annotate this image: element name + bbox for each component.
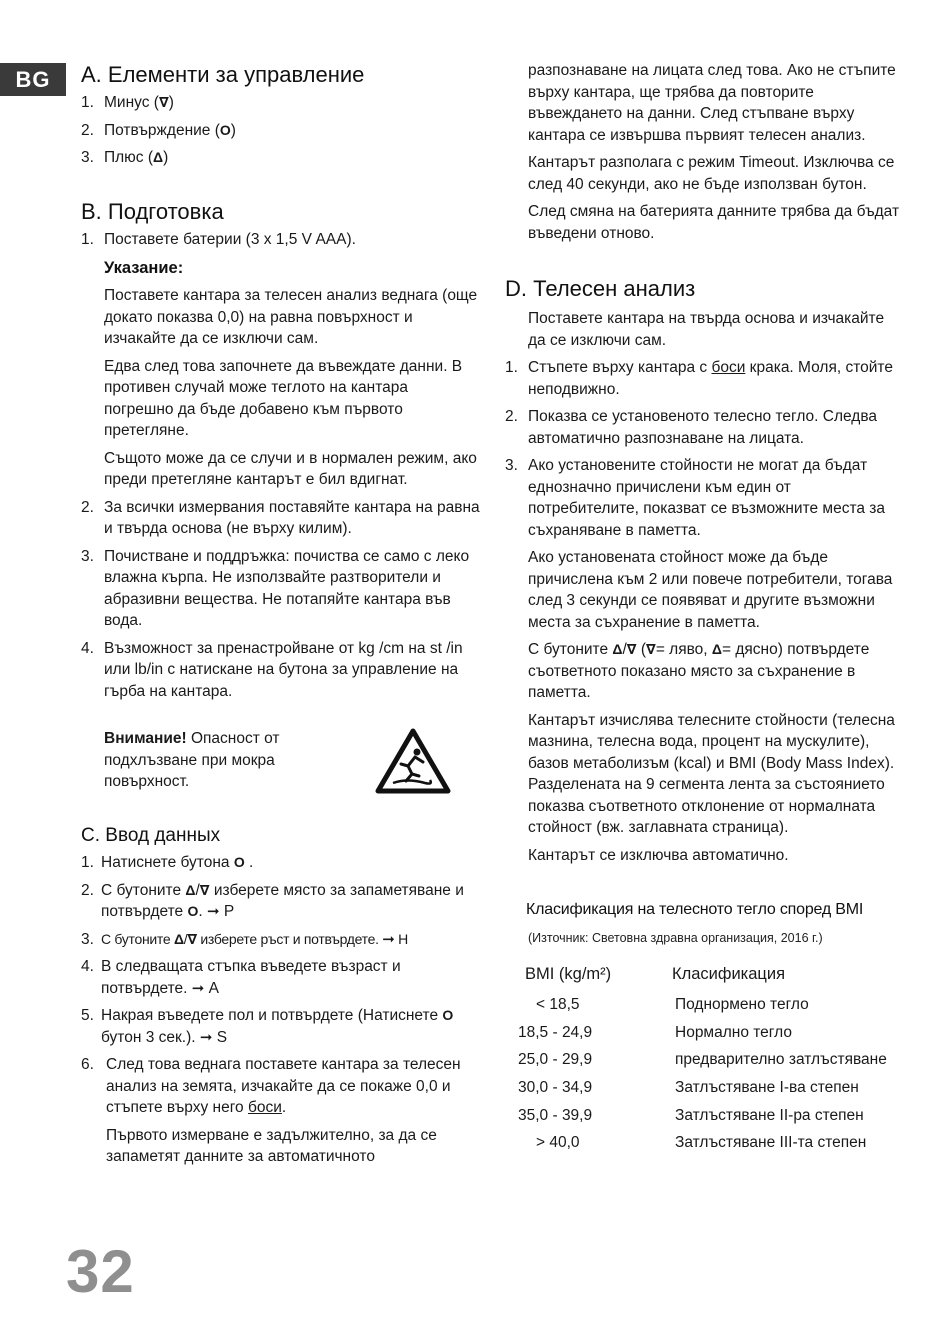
left-column bbox=[81, 60, 481, 1168]
right-column bbox=[505, 60, 905, 1157]
language-tab: BG bbox=[0, 63, 66, 96]
list-item: 4. В следващата стъпка въведете възраст и потвърдете. ➞ A bbox=[81, 958, 401, 997]
table-row bbox=[518, 1019, 887, 1047]
paragraph: Разделената на 9 сегмента лента за състоянието показва съответното отклонение от нормалната стойност (вж. заглавната страница). bbox=[528, 776, 885, 836]
arrow-icon: ➞ bbox=[191, 979, 205, 997]
paragraph: Ако установената стойност може да бъде причислена към 2 или повече потребители, тогава след 3 секунди се появяват и другите възможни места за съхранение в паметта. bbox=[528, 549, 893, 631]
bmi-range-cell: 30,0 - 34,9 bbox=[518, 1078, 593, 1096]
paragraph: Кантарът се изключва автоматично. bbox=[528, 846, 789, 864]
column-header: BMI (kg/m²) bbox=[525, 964, 612, 983]
list-item: 2. С бутоните Δ/∇ изберете място за запаметяване и потвърдете O. ➞ P bbox=[81, 881, 464, 920]
table-row bbox=[518, 991, 887, 1019]
list-item: 2. Потвърждение (O) bbox=[81, 121, 236, 139]
page-number: 32 bbox=[66, 1238, 135, 1305]
list-item: 3. Почистване и поддръжка: почиства се само с леко влажна кърпа. Не използвайте разтворители и абразивни вещества. Не потапяйте кантара във вода. bbox=[81, 547, 470, 629]
bmi-range-cell: 18,5 - 24,9 bbox=[518, 1023, 593, 1041]
list-item: 3. С бутоните Δ/∇ изберете ръст и потвърдете. ➞ H bbox=[81, 930, 408, 948]
section-d-title: D. Телесен анализ bbox=[505, 276, 696, 301]
plus-icon: Δ bbox=[185, 881, 196, 898]
bmi-table bbox=[518, 963, 887, 1157]
confirm-icon: O bbox=[233, 854, 245, 870]
paragraph: Първото измерване е задължително, за да се запаметят данните за автоматичното bbox=[106, 1126, 437, 1165]
note-paragraph: Едва след това започнете да въвеждате данни. В противен случай може теглото на кантара погрешно да бъде добавено към първото претегляне. bbox=[104, 357, 463, 439]
list-item: 1. Натиснете бутона O . bbox=[81, 854, 254, 871]
list-item: 6. След това веднага поставете кантара за телесен анализ на земята, изчакайте да се покаже 0,0 и стъпете върху него боси. bbox=[81, 1056, 461, 1116]
bmi-range-cell: 25,0 - 29,9 bbox=[518, 1051, 593, 1069]
paragraph: След смяна на батерията данните трябва да бъдат въведени отново. bbox=[528, 203, 900, 242]
section-a-list bbox=[81, 92, 481, 175]
wet-floor-warning-icon bbox=[375, 728, 451, 794]
confirm-icon: O bbox=[187, 903, 199, 919]
bmi-range-cell: < 18,5 bbox=[536, 995, 580, 1013]
bmi-range-cell: > 40,0 bbox=[536, 1134, 580, 1152]
note-paragraph: Същото може да се случи и в нормален режим, ако преди претегляне кантарът е бил вдигнат. bbox=[104, 449, 477, 488]
arrow-icon: ➞ bbox=[206, 903, 220, 920]
table-header-row bbox=[518, 963, 887, 991]
bmi-source: (Източник: Световна здравна организация, 2016 г.) bbox=[528, 931, 823, 945]
table-row bbox=[518, 1046, 887, 1074]
bmi-table-title: Класификация на телесното тегло според BMI bbox=[526, 901, 864, 918]
slip-warning bbox=[81, 728, 481, 794]
section-a-title: A. Елементи за управление bbox=[81, 62, 365, 87]
bmi-range-cell: 35,0 - 39,9 bbox=[518, 1106, 593, 1124]
arrow-icon: ➞ bbox=[382, 930, 395, 948]
paragraph: С бутоните Δ/∇ (∇= ляво, Δ= дясно) потвърдете съответното показано място за съхранение в паметта. bbox=[528, 641, 870, 701]
note-paragraph: Поставете кантара за телесен анализ веднага (още докато показва 0,0) на равна повърхност и изчакайте да се изключи сам. bbox=[104, 287, 478, 347]
list-item: 5. Накрая въведете пол и потвърдете (Натиснете O бутон 3 сек.). ➞ S bbox=[81, 1007, 454, 1046]
list-item: 3. Плюс (Δ) bbox=[81, 149, 169, 166]
bmi-label-cell: Нормално тегло bbox=[675, 1023, 792, 1041]
table-row bbox=[518, 1129, 887, 1157]
table-row bbox=[518, 1074, 887, 1102]
table-row bbox=[518, 1102, 887, 1130]
list-item: 3. Ако установените стойности не могат да бъдат еднозначно причислени към един от потребителите, показват се възможните места за съхраняване в паметта. bbox=[505, 457, 886, 539]
minus-icon: ∇ bbox=[187, 930, 197, 947]
plus-icon: Δ bbox=[173, 930, 184, 947]
bmi-label-cell: Затлъстяване I-ва степен bbox=[675, 1078, 859, 1096]
minus-icon: ∇ bbox=[158, 94, 169, 110]
list-item: 2. За всички измервания поставяйте кантара на равна и твърда основа (не върху килим). bbox=[81, 498, 480, 537]
paragraph: разпознаване на лицата след това. Ако не стъпите върху кантара, ще трябва да повторите въвеждането на данни. След стъпване върху кантара се извършва първият телесен анализ. bbox=[528, 62, 896, 144]
list-item: 4. Възможност за пренастройване от kg /cm на st /in или lb/in с натискане на бутона за управление на гърба на кантара. bbox=[81, 639, 463, 700]
bmi-label-cell: Поднормено тегло bbox=[675, 995, 809, 1013]
plus-icon: Δ bbox=[153, 149, 164, 165]
list-item: 1. Минус (∇) bbox=[81, 94, 174, 111]
bmi-label-cell: Затлъстяване III-та степен bbox=[675, 1134, 867, 1152]
section-b-title: B. Подготовка bbox=[81, 198, 224, 224]
paragraph: Кантарът разполага с режим Timeout. Изключва се след 40 секунди, ако не бъде използван бутон. bbox=[528, 154, 895, 193]
list-item: 1. Поставете батерии (3 x 1,5 V AAA). bbox=[81, 230, 356, 248]
note-heading: Указание: bbox=[104, 259, 184, 277]
minus-icon: ∇ bbox=[646, 641, 656, 657]
confirm-icon: O bbox=[442, 1007, 454, 1023]
arrow-icon: ➞ bbox=[199, 1028, 213, 1046]
minus-icon: ∇ bbox=[626, 641, 637, 657]
warning-text: Внимание! Опасност от подхлъзване при мокра повърхност. bbox=[104, 730, 280, 790]
paragraph: Поставете кантара на твърда основа и изчакайте да се изключи сам. bbox=[528, 310, 885, 349]
plus-icon: Δ bbox=[612, 641, 623, 657]
bmi-label-cell: предварително затлъстяване bbox=[675, 1051, 887, 1069]
list-item: 1. Стъпете върху кантара с боси крака. Моля, стойте неподвижно. bbox=[505, 359, 893, 398]
paragraph: Кантарът изчислява телесните стойности (телесна мазнина, телесна вода, процент на мускулите), базов метаболизъм (kcal) и BMI (Body Mass Index). bbox=[528, 711, 895, 772]
plus-icon: Δ bbox=[711, 641, 722, 657]
bmi-label-cell: Затлъстяване II-ра степен bbox=[675, 1106, 864, 1124]
confirm-icon: O bbox=[219, 121, 231, 138]
minus-icon: ∇ bbox=[199, 881, 210, 898]
column-header: Класификация bbox=[672, 964, 786, 983]
section-c-title: C. Ввод данных bbox=[81, 825, 221, 846]
list-item: 2. Показва се установеното телесно тегло. Следва автоматично разпознаване на лицата. bbox=[505, 408, 878, 447]
